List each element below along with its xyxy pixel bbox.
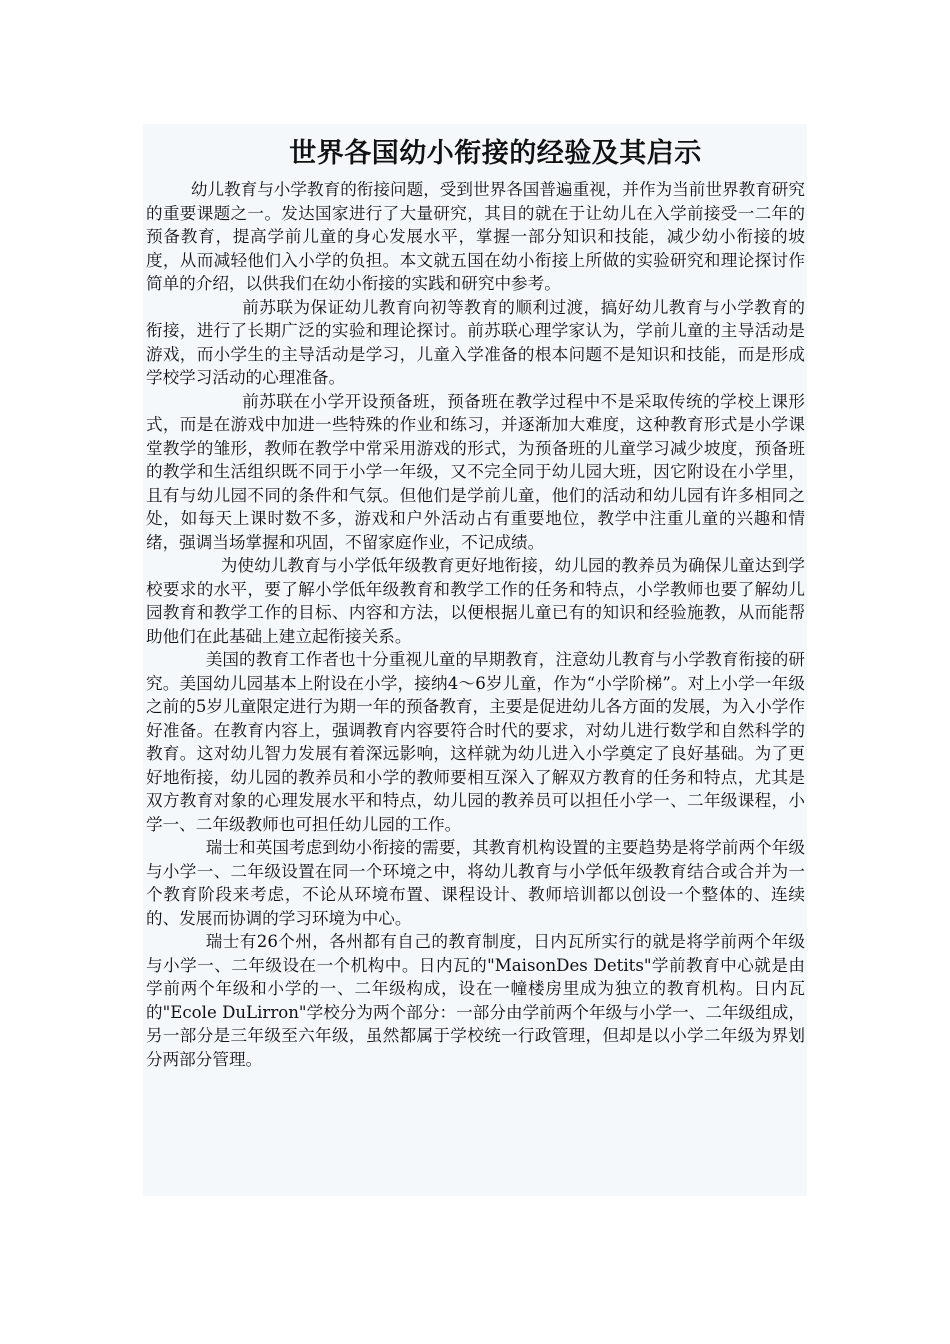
paragraph-soviet-preparatory-class: 前苏联在小学开设预备班，预备班在教学过程中不是采取传统的学校上课形式，而是在游戏中加进一些特殊的作业和练习，并逐渐加大难度，这种教育形式是小学课堂教学的雏形，教师在教学中常采用游戏的形式，为预备班的儿童学习减少坡度，预备班的教学和生活组织既不同于小学一年级，又不完全同于幼儿园大班，因它附设在小学里，且有与幼儿园不同的条件和气氛。但他们是学前儿童，他们的活动和幼儿园有许多相同之处，如每天上课时数不多，游戏和户外活动占有重要地位，教学中注重儿童的兴趣和情绪，强调当场掌握和巩固，不留家庭作业，不记成绩。 xyxy=(146,391,805,552)
paragraph-intro: 幼儿教育与小学教育的衔接问题，受到世界各国普遍重视，并作为当前世界教育研究的重要课题之一。发达国家进行了大量研究，其目的就在于让幼儿在入学前接受一二年的预备教育，提高学前儿童的身心发展水平，掌握一部分知识和技能，减少幼小衔接的坡度，从而减轻他们入小学的负担。本文就五国在幼小衔接上所做的实验研究和理论探讨作简单的介绍，以供我们在幼小衔接的实践和研究中参考。 xyxy=(146,180,805,293)
document-content-panel xyxy=(143,124,807,1196)
paragraph-soviet-teachers: 为使幼儿教育与小学低年级教育更好地衔接，幼儿园的教养员为确保儿童达到学校要求的水平，要了解小学低年级教育和教学工作的任务和特点，小学教师也要了解幼儿园教育和教学工作的目标、内容和方法，以便根据儿童已有的知识和经验施教，从而能帮助他们在此基础上建立起衔接关系。 xyxy=(146,556,805,646)
paragraph-geneva: 瑞士有26个州，各州都有自己的教育制度，日内瓦所实行的就是将学前两个年级与小学一、二年级设在一个机构中。日内瓦的"MaisonDes Detits"学前教育中心就是由学前两个年级和小学的一、二年级构成，设在一幢楼房里成为独立的教育机构。日内瓦的"Ecole DuLirron"学校分为两个部分：一部分由学前两个年级与小学一、二年级组成，另一部分是三年级至六年级，虽然都属于学校统一行政管理，但却是以小学二年级为界划分两部分管理。 xyxy=(146,932,805,1069)
document-title: 世界各国幼小衔接的经验及其启示 xyxy=(289,138,702,169)
paragraph-switzerland-uk: 瑞士和英国考虑到幼小衔接的需要，其教育机构设置的主要趋势是将学前两个年级与小学一、二年级设置在同一个环境之中，将幼儿教育与小学低年级教育结合或合并为一个教育阶段来考虑，不论从环境布置、课程设计、教师培训都以创设一个整体的、连续的、发展而协调的学习环境为中心。 xyxy=(146,838,805,928)
paragraph-soviet-overview: 前苏联为保证幼儿教育向初等教育的顺利过渡，搞好幼儿教育与小学教育的衔接，进行了长期广泛的实验和理论探讨。前苏联心理学家认为，学前儿童的主导活动是游戏，而小学生的主导活动是学习，儿童入学准备的根本问题不是知识和技能，而是形成学校学习活动的心理准备。 xyxy=(146,297,805,387)
paragraph-usa: 美国的教育工作者也十分重视儿童的早期教育，注意幼儿教育与小学教育衔接的研究。美国幼儿园基本上附设在小学，接纳4～6岁儿童，作为“小学阶梯”。对上小学一年级之前的5岁儿童限定进行为期一年的预备教育，主要是促进幼儿各方面的发展，为入小学作好准备。在教育内容上，强调教育内容要符合时代的要求，对幼儿进行数学和自然科学的教育。这对幼儿智力发展有着深远影响，这样就为幼儿进入小学奠定了良好基础。为了更好地衔接，幼儿园的教养员和小学的教师要相互深入了解双方教育的任务和特点，尤其是双方教育对象的心理发展水平和特点，幼儿园的教养员可以担任小学一、二年级课程，小学一、二年级教师也可担任幼儿园的工作。 xyxy=(146,650,805,834)
